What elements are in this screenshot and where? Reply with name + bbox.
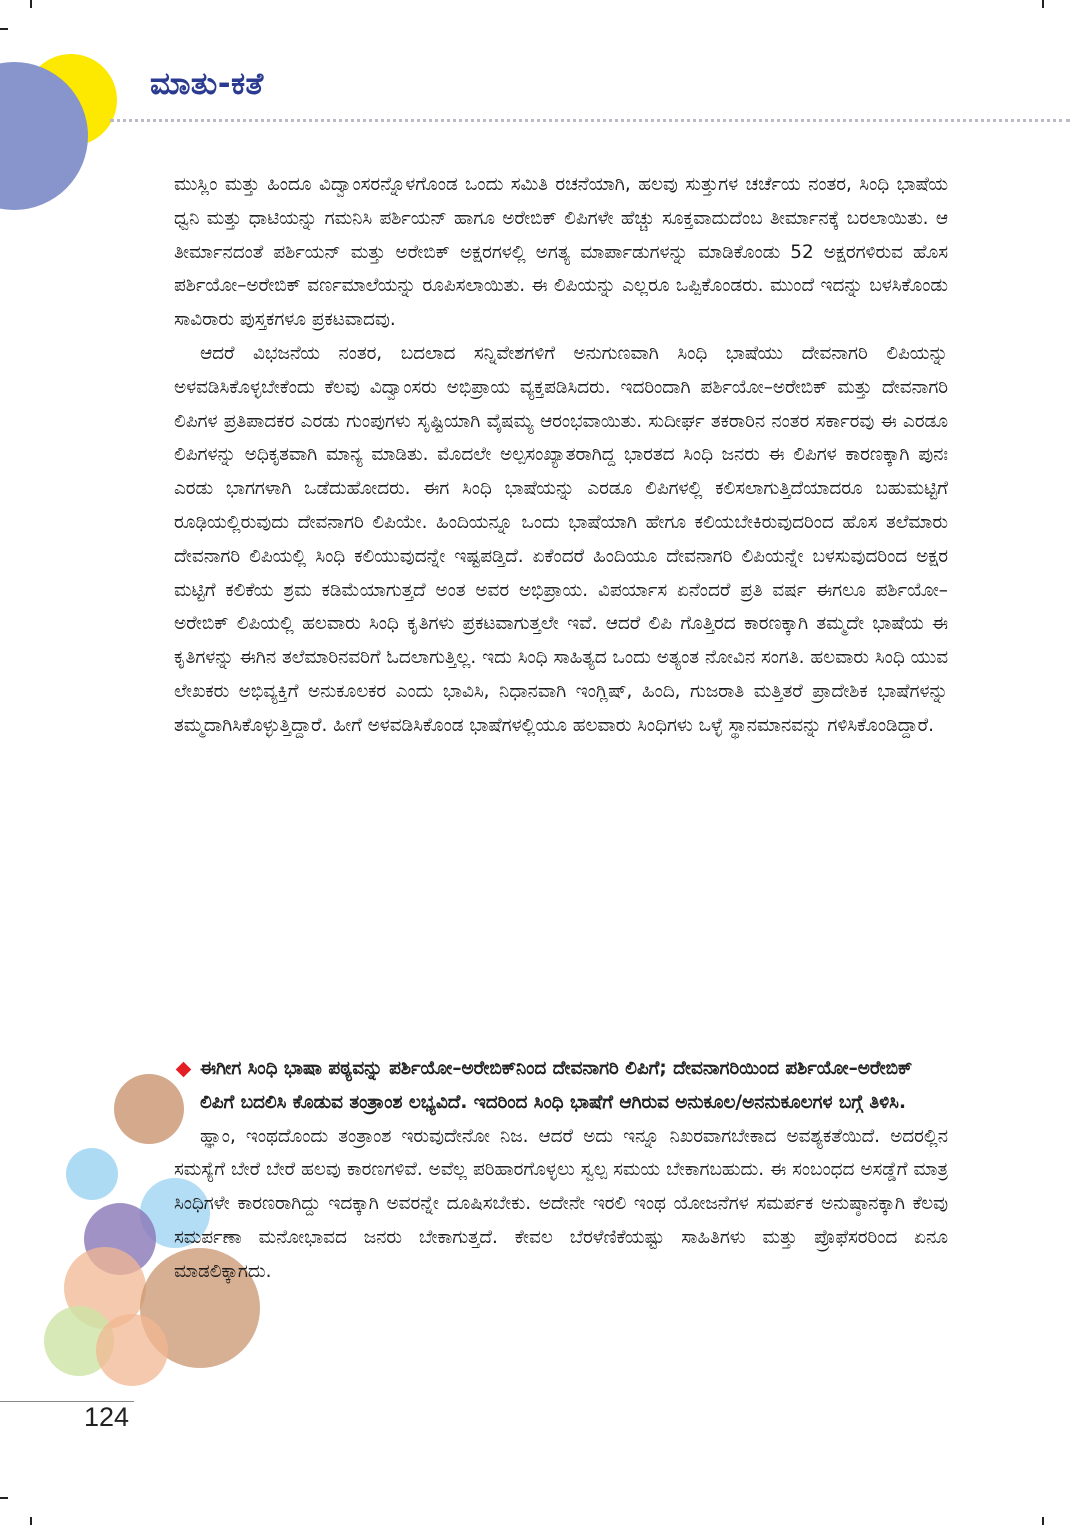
crop-mark-bottom-left-h <box>0 1497 8 1499</box>
page-number: 124 <box>84 1402 130 1432</box>
crop-mark-bottom-left <box>30 1517 32 1525</box>
crop-mark-top-left <box>30 0 32 8</box>
paragraph-2: ಆದರೆ ವಿಭಜನೆಯ ನಂತರ, ಬದಲಾದ ಸನ್ನಿವೇಶಗಳಿಗೆ ಅನುಗುಣವಾಗಿ ಸಿಂಧಿ ಭಾಷೆಯು ದೇವನಾಗರಿ ಲಿಪಿಯನ್ನು ಅಳವಡಿಸಿಕೊಳ್ಳಬೇಕೆಂದು ಕೆಲವು ವಿದ್ವಾಂಸರು ಅಭಿಪ್ರಾಯ ವ್ಯಕ್ತಪಡಿಸಿದರು. ಇದರಿಂದಾಗಿ ಪರ್ಶಿಯೋ–ಅರೇಬಿಕ್ ಮತ್ತು ದೇವನಾಗರಿ ಲಿಪಿಗಳ ಪ್ರತಿಪಾದಕರ ಎರಡು ಗುಂಪುಗಳು ಸೃಷ್ಟಿಯಾಗಿ ವೈಷಮ್ಯ ಆರಂಭವಾಯಿತು. ಸುದೀರ್ಘ ತಕರಾರಿನ ನಂತರ ಸರ್ಕಾರವು ಈ ಎರಡೂ ಲಿಪಿಗಳನ್ನು ಅಧಿಕೃತವಾಗಿ ಮಾನ್ಯ ಮಾಡಿತು. ಮೊದಲೇ ಅಲ್ಪಸಂಖ್ಯಾತರಾಗಿದ್ದ ಭಾರತದ ಸಿಂಧಿ ಜನರು ಈ ಲಿಪಿಗಳ ಕಾರಣಕ್ಕಾಗಿ ಪುನಃ ಎರಡು ಭಾಗಗಳಾಗಿ ಒಡೆದುಹೋದರು. ಈಗ ಸಿಂಧಿ ಭಾಷೆಯನ್ನು ಎರಡೂ ಲಿಪಿಗಳಲ್ಲಿ ಕಲಿಸಲಾಗುತ್ತಿದೆಯಾದರೂ ಬಹುಮಟ್ಟಿಗೆ ರೂಢಿಯಲ್ಲಿರುವುದು ದೇವನಾಗರಿ ಲಿಪಿಯೇ. ಹಿಂದಿಯನ್ನೂ ಒಂದು ಭಾಷೆಯಾಗಿ ಹೇಗೂ ಕಲಿಯಬೇಕಿರುವುದರಿಂದ ಹೊಸ ತಲೆಮಾರು ದೇವನಾಗರಿ ಲಿಪಿಯಲ್ಲಿ ಸಿಂಧಿ ಕಲಿಯುವುದನ್ನೇ ಇಷ್ಟಪಡ್ತಿದೆ. ಏಕೆಂದರೆ ಹಿಂದಿಯೂ ದೇವನಾಗರಿ ಲಿಪಿಯನ್ನೇ ಬಳಸುವುದರಿಂದ ಅಕ್ಷರ ಮಟ್ಟಿಗೆ ಕಲಿಕೆಯ ಶ್ರಮ ಕಡಿಮೆಯಾಗುತ್ತದೆ ಅಂತ ಅವರ ಅಭಿಪ್ರಾಯ. ವಿಪರ್ಯಾಸ ಏನೆಂದರೆ ಪ್ರತಿ ವರ್ಷ ಈಗಲೂ ಪರ್ಶಿಯೋ–ಅರೇಬಿಕ್ ಲಿಪಿಯಲ್ಲಿ ಹಲವಾರು ಸಿಂಧಿ ಕೃತಿಗಳು ಪ್ರಕಟವಾಗುತ್ತಲೇ ಇವೆ. ಆದರೆ ಲಿಪಿ ಗೊತ್ತಿರದ ಕಾರಣಕ್ಕಾಗಿ ತಮ್ಮದೇ ಭಾಷೆಯ ಈ ಕೃತಿಗಳನ್ನು ಈಗಿನ ತಲೆಮಾರಿನವರಿಗೆ ಓದಲಾಗುತ್ತಿಲ್ಲ. ಇದು ಸಿಂಧಿ ಸಾಹಿತ್ಯದ ಒಂದು ಅತ್ಯಂತ ನೋವಿನ ಸಂಗತಿ. ಹಲವಾರು ಸಿಂಧಿ ಯುವ ಲೇಖಕರು ಅಭಿವ್ಯಕ್ತಿಗೆ ಅನುಕೂಲಕರ ಎಂದು ಭಾವಿಸಿ, ನಿಧಾನವಾಗಿ ಇಂಗ್ಲಿಷ್, ಹಿಂದಿ, ಗುಜರಾತಿ ಮತ್ತಿತರೆ ಪ್ರಾದೇಶಿಕ ಭಾಷೆಗಳನ್ನು ತಮ್ಮದಾಗಿಸಿಕೊಳ್ಳುತ್ತಿದ್ದಾರೆ. ಹೀಗೆ ಅಳವಡಿಸಿಕೊಂಡ ಭಾಷೆಗಳಲ್ಲಿಯೂ ಹಲವಾರು ಸಿಂಧಿಗಳು ಒಳ್ಳೆ ಸ್ಥಾನಮಾನವನ್ನು ಗಳಿಸಿಕೊಂಡಿದ್ದಾರೆ. <box>174 342 948 736</box>
crop-mark-bottom-right <box>1042 1517 1044 1525</box>
crop-mark-top-right <box>1042 0 1044 8</box>
paragraph-1: ಮುಸ್ಲಿಂ ಮತ್ತು ಹಿಂದೂ ವಿದ್ವಾಂಸರನ್ನೊಳಗೊಂಡ ಒಂದು ಸಮಿತಿ ರಚನೆಯಾಗಿ, ಹಲವು ಸುತ್ತುಗಳ ಚರ್ಚೆಯ ನಂತರ, ಸಿಂಧಿ ಭಾಷೆಯ ಧ್ವನಿ ಮತ್ತು ಧಾಟಿಯನ್ನು ಗಮನಿಸಿ ಪರ್ಶಿಯನ್ ಹಾಗೂ ಅರೇಬಿಕ್ ಲಿಪಿಗಳೇ ಹೆಚ್ಚು ಸೂಕ್ತವಾದುದೆಂಬ ತೀರ್ಮಾನಕ್ಕೆ ಬರಲಾಯಿತು. ಆ ತೀರ್ಮಾನದಂತೆ ಪರ್ಶಿಯನ್ ಮತ್ತು ಅರೇಬಿಕ್ ಅಕ್ಷರಗಳಲ್ಲಿ ಅಗತ್ಯ ಮಾರ್ಪಾಡುಗಳನ್ನು ಮಾಡಿಕೊಂಡು 52 ಅಕ್ಷರಗಳಿರುವ ಹೊಸ ಪರ್ಶಿಯೋ–ಅರೇಬಿಕ್ ವರ್ಣಮಾಲೆಯನ್ನು ರೂಪಿಸಲಾಯಿತು. ಈ ಲಿಪಿಯನ್ನು ಎಲ್ಲರೂ ಒಪ್ಪಿಕೊಂಡರು. ಮುಂದೆ ಇದನ್ನು ಬಳಸಿಕೊಂಡು ಸಾವಿರಾರು ಪುಸ್ತಕಗಳೂ ಪ್ರಕಟವಾದವು. <box>174 174 948 331</box>
activity-question-text: ಈಗೀಗ ಸಿಂಧಿ ಭಾಷಾ ಪಠ್ಯವನ್ನು ಪರ್ಶಿಯೋ–ಅರೇಬಿಕ್‌ನಿಂದ ದೇವನಾಗರಿ ಲಿಪಿಗೆ; ದೇವನಾಗರಿಯಿಂದ ಪರ್ಶಿಯೋ–ಅರೇಬಿಕ್ ಲಿಪಿಗೆ ಬದಲಿಸಿ ಕೊಡುವ ತಂತ್ರಾಂಶ ಲಭ್ಯವಿದೆ. ಇದರಿಂದ ಸಿಂಧಿ ಭಾಷೆಗೆ ಆಗಿರುವ ಅನುಕೂಲ/ಅನನುಕೂಲಗಳ ಬಗ್ಗೆ ತಿಳಿಸಿ. <box>200 1058 913 1113</box>
diamond-bullet-icon <box>176 1062 192 1078</box>
page-title: ಮಾತು-ಕತೆ <box>150 66 264 102</box>
activity-answer: ಹ್ಞಾಂ, ಇಂಥದೊಂದು ತಂತ್ರಾಂಶ ಇರುವುದೇನೋ ನಿಜ. ಆದರೆ ಅದು ಇನ್ನೂ ನಿಖರವಾಗಬೇಕಾದ ಅವಶ್ಯಕತೆಯಿದೆ. ಅದರಲ್ಲಿನ ಸಮಸ್ಯೆಗೆ ಬೇರೆ ಬೇರೆ ಹಲವು ಕಾರಣಗಳಿವೆ. ಅವೆಲ್ಲ ಪರಿಹಾರಗೊಳ್ಳಲು ಸ್ವಲ್ಪ ಸಮಯ ಬೇಕಾಗಬಹುದು. ಈ ಸಂಬಂಧದ ಅಸಡ್ಡೆಗೆ ಮಾತ್ರ ಸಿಂಧಿಗಳೇ ಕಾರಣರಾಗಿದ್ದು ಇದಕ್ಕಾಗಿ ಅವರನ್ನೇ ದೂಷಿಸಬೇಕು. ಅದೇನೇ ಇರಲಿ ಇಂಥ ಯೋಜನೆಗಳ ಸಮರ್ಪಕ ಅನುಷ್ಠಾನಕ್ಕಾಗಿ ಕೆಲವು ಸಮರ್ಪಣಾ ಮನೋಭಾವದ ಜನರು ಬೇಕಾಗುತ್ತದೆ. ಕೇವಲ ಬೆರಳೆಣಿಕೆಯಷ್ಟು ಸಾಹಿತಿಗಳು ಮತ್ತು ಪ್ರೊಫೆಸರರಿಂದ ಏನೂ ಮಾಡಲಿಕ್ಕಾಗದು. <box>174 1125 948 1282</box>
activity-question <box>174 1052 948 1120</box>
deco-peach-circle-2 <box>96 1314 168 1386</box>
crop-mark-top-left-h <box>0 28 8 30</box>
activity-section <box>174 1052 948 1289</box>
header-divider <box>110 119 1070 122</box>
deco-light-blue-circle <box>66 1148 118 1200</box>
article-body <box>174 168 948 743</box>
